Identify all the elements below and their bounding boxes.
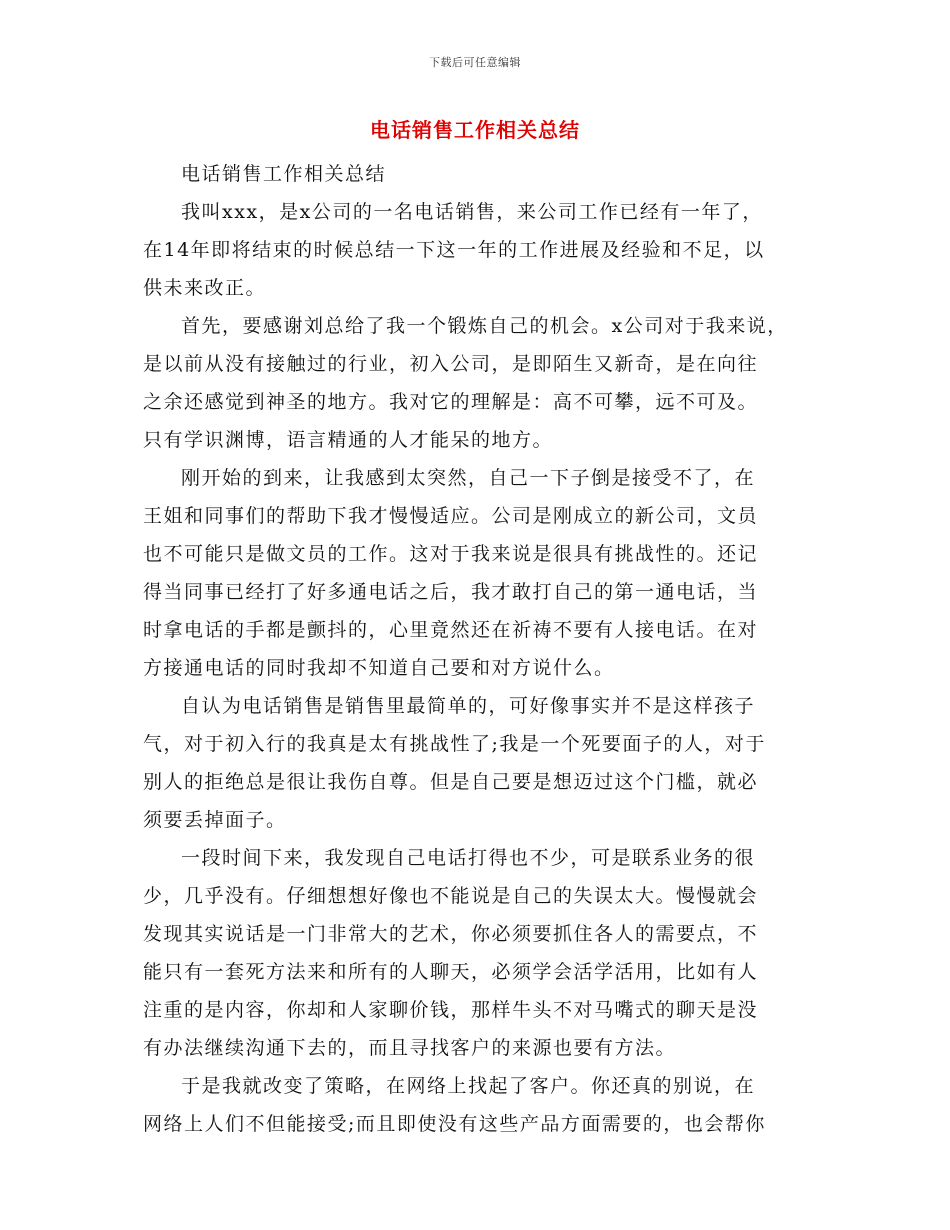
text-line: 之余还感觉到神圣的地方。我对它的理解是：高不可攀，远不可及。 bbox=[143, 391, 759, 413]
text-line: 有办法继续沟通下去的，而且寻找客户的来源也要有方法。 bbox=[143, 1037, 677, 1059]
paragraph bbox=[143, 687, 815, 839]
text-line: 气，对于初入行的我真是太有挑战性了;我是一个死要面子的人，对于 bbox=[143, 733, 766, 755]
paragraph bbox=[143, 307, 815, 459]
text-line: 是以前从没有接触过的行业，初入公司，是即陌生又新奇，是在向往 bbox=[143, 353, 759, 375]
text-line: 我叫xxx，是x公司的一名电话销售，来公司工作已经有一年了， bbox=[181, 201, 763, 223]
text-line: 于是我就改变了策略，在网络上找起了客户。你还真的别说，在 bbox=[181, 1075, 756, 1097]
text-line: 得当同事已经打了好多通电话之后，我才敢打自己的第一通电话，当 bbox=[143, 581, 759, 603]
header-note: 下载后可任意编辑 bbox=[429, 56, 521, 69]
text-line: 在14年即将结束的时候总结一下这一年的工作进展及经验和不足，以 bbox=[143, 239, 765, 261]
text-line: 王姐和同事们的帮助下我才慢慢适应。公司是刚成立的新公司，文员 bbox=[143, 505, 759, 527]
document-title: 电话销售工作相关总结 bbox=[370, 118, 580, 142]
text-line: 方接通电话的同时我却不知道自己要和对方说什么。 bbox=[143, 657, 615, 679]
paragraph bbox=[143, 839, 815, 1067]
paragraph bbox=[143, 155, 815, 193]
text-line: 网络上人们不但能接受;而且即使没有这些产品方面需要的，也会帮你 bbox=[143, 1113, 766, 1135]
text-line: 注重的是内容，你却和人家聊价钱，那样牛头不对马嘴式的聊天是没 bbox=[143, 999, 759, 1021]
paragraph bbox=[143, 459, 815, 687]
text-line: 只有学识渊博，语言精通的人才能呆的地方。 bbox=[143, 429, 554, 451]
text-line: 能只有一套死方法来和所有的人聊天，必须学会活学活用，比如有人 bbox=[143, 961, 759, 983]
text-line: 电话销售工作相关总结 bbox=[181, 163, 387, 185]
paragraph bbox=[143, 1067, 815, 1143]
text-line: 时拿电话的手都是颤抖的，心里竟然还在祈祷不要有人接电话。在对 bbox=[143, 619, 759, 641]
text-line: 也不可能只是做文员的工作。这对于我来说是很具有挑战性的。还记 bbox=[143, 543, 759, 565]
paragraph bbox=[143, 193, 815, 307]
text-line: 别人的拒绝总是很让我伤自尊。但是自己要是想迈过这个门槛，就必 bbox=[143, 771, 759, 793]
text-line: 须要丢掉面子。 bbox=[143, 809, 287, 831]
document-body bbox=[143, 155, 815, 1143]
text-line: 自认为电话销售是销售里最简单的，可好像事实并不是这样孩子 bbox=[181, 695, 756, 717]
text-line: 发现其实说话是一门非常大的艺术，你必须要抓住各人的需要点，不 bbox=[143, 923, 759, 945]
text-line: 少，几乎没有。仔细想想好像也不能说是自己的失误太大。慢慢就会 bbox=[143, 885, 759, 907]
text-line: 一段时间下来，我发现自己电话打得也不少，可是联系业务的很 bbox=[181, 847, 756, 869]
text-line: 供未来改正。 bbox=[143, 277, 267, 299]
text-line: 首先，要感谢刘总给了我一个锻炼自己的机会。x公司对于我来说， bbox=[181, 315, 788, 337]
text-line: 刚开始的到来，让我感到太突然，自己一下子倒是接受不了，在 bbox=[181, 467, 756, 489]
